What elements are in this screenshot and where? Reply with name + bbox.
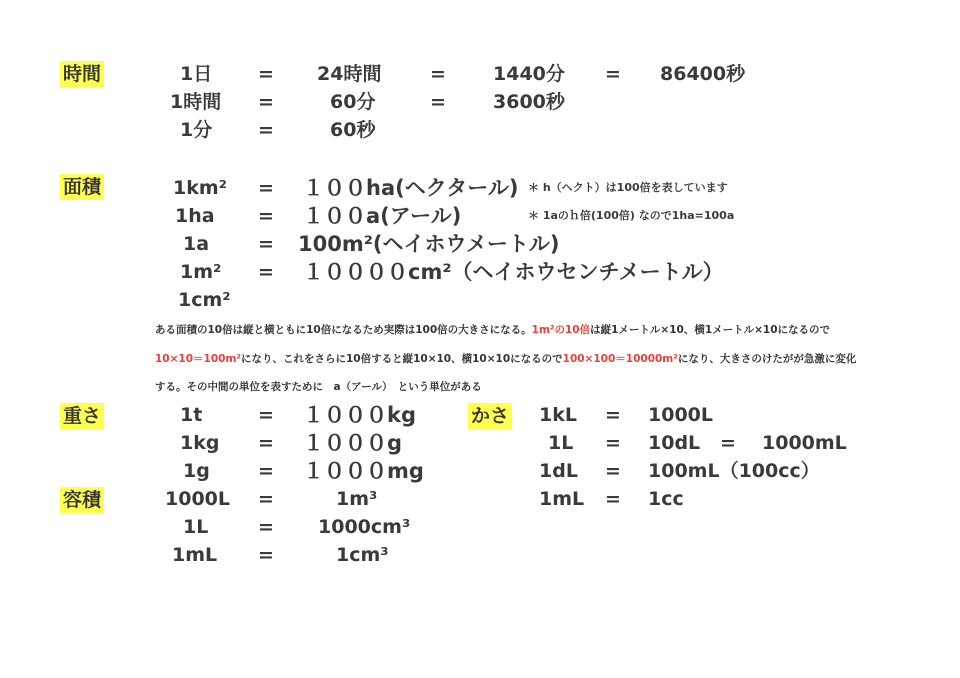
volume-row1-eq: = [258,488,274,510]
area-explanation-line3 [155,379,875,394]
para-l1-text-a: ある面積の10倍は縦と横ともに10倍になるため実際は100倍の大きさになる。 [155,324,532,336]
weight-row2-unit: 1kg [180,432,220,454]
capacity-row4-unit: 1mL [539,488,585,510]
para-l2-red1: 10×10＝100m² [155,353,241,365]
weight-row2-eq: = [258,432,274,454]
area-row1-unit: 1km² [173,177,227,199]
time-row1-eq2: = [430,63,446,85]
capacity-row2-eq2: = [720,432,736,454]
capacity-row3-unit: 1dL [539,460,578,482]
time-row1-col3: 1440分 [493,63,565,85]
capacity-row1-unit: 1kL [539,404,577,426]
time-row1-col2: 24時間 [317,63,382,85]
time-row1-eq1: = [258,63,274,85]
time-row2-col3: 3600秒 [493,91,565,113]
time-row2-col2: 60分 [330,91,376,113]
section-label-capacity: かさ [468,403,512,429]
capacity-row2-value2: 1000mL [762,432,847,454]
capacity-row2-value1: 10dL [648,432,701,454]
para-l2-text-a: になり、これをさらに10倍すると縦10×10、横10×10になるので [240,353,563,365]
para-l1-red: 1m²の10倍 [531,324,591,336]
weight-row1-value: １０００kg [303,403,416,427]
area-explanation-line2 [155,351,875,366]
area-explanation-line1 [155,322,875,337]
area-row2-eq: = [258,205,274,227]
area-row5-unit: 1cm² [178,289,231,311]
time-row2-col1: 1時間 [170,91,222,113]
section-label-area: 面積 [60,174,104,200]
time-row3-eq1: = [258,119,274,141]
weight-row1-eq: = [258,404,274,426]
capacity-row3-value: 100mL（100cc） [648,460,820,482]
para-l2-text-b: になり、大きさのけたがが急激に変化 [677,353,857,365]
area-row4-unit: 1m² [180,261,222,283]
time-row3-col1: 1分 [180,119,213,141]
area-row4-eq: = [258,261,274,283]
capacity-row4-eq: = [605,488,621,510]
area-row1-eq: = [258,177,274,199]
weight-row3-eq: = [258,460,274,482]
time-row1-col1: 1日 [180,63,213,85]
area-note-are: ＊ 1aのｈ倍(100倍) なので1ha=100a [528,209,735,222]
volume-row1-value: 1m³ [336,488,378,510]
time-row2-eq1: = [258,91,274,113]
time-row3-col2: 60秒 [330,119,376,141]
area-row2-unit: 1ha [175,205,215,227]
capacity-row1-eq: = [605,404,621,426]
volume-row2-value: 1000cm³ [318,516,411,538]
area-row2-value: １００a(アール) [303,204,462,228]
area-row3-unit: 1a [183,233,210,255]
area-row1-value: １００ha(ヘクタール) [303,176,519,200]
para-l1-text-b: は縦1メートル×10、横1メートル×10になるので [590,324,831,336]
area-row3-eq: = [258,233,274,255]
capacity-row3-eq: = [605,460,621,482]
volume-row2-unit: 1L [183,516,209,538]
capacity-row2-eq1: = [605,432,621,454]
time-row1-col4: 86400秒 [660,63,746,85]
volume-row3-unit: 1mL [172,544,218,566]
capacity-row4-value: 1cc [648,488,684,510]
weight-row3-unit: 1g [183,460,210,482]
para-l3-text: する。その中間の単位を表すために a（アール） という単位がある [155,381,482,393]
volume-row3-value: 1cm³ [336,544,389,566]
weight-row1-unit: 1t [180,404,203,426]
volume-row1-unit: 1000L [165,488,230,510]
area-row3-value: 100m²(ヘイホウメートル) [298,232,560,256]
section-label-weight: 重さ [60,403,104,429]
section-label-time: 時間 [60,61,104,87]
capacity-row2-unit: 1L [548,432,574,454]
weight-row2-value: １０００g [303,431,403,455]
weight-row3-value: １０００mg [303,459,424,483]
area-note-hecto: ＊ h（ヘクト）は100倍を表しています [528,181,728,194]
para-l2-red2: 100×100＝10000m² [562,353,678,365]
volume-row2-eq: = [258,516,274,538]
section-label-volume: 容積 [60,487,104,513]
time-row2-eq2: = [430,91,446,113]
volume-row3-eq: = [258,544,274,566]
time-row1-eq3: = [605,63,621,85]
area-row4-value: １００００cm²（ヘイホウセンチメートル） [303,260,724,284]
capacity-row1-value: 1000L [648,404,713,426]
